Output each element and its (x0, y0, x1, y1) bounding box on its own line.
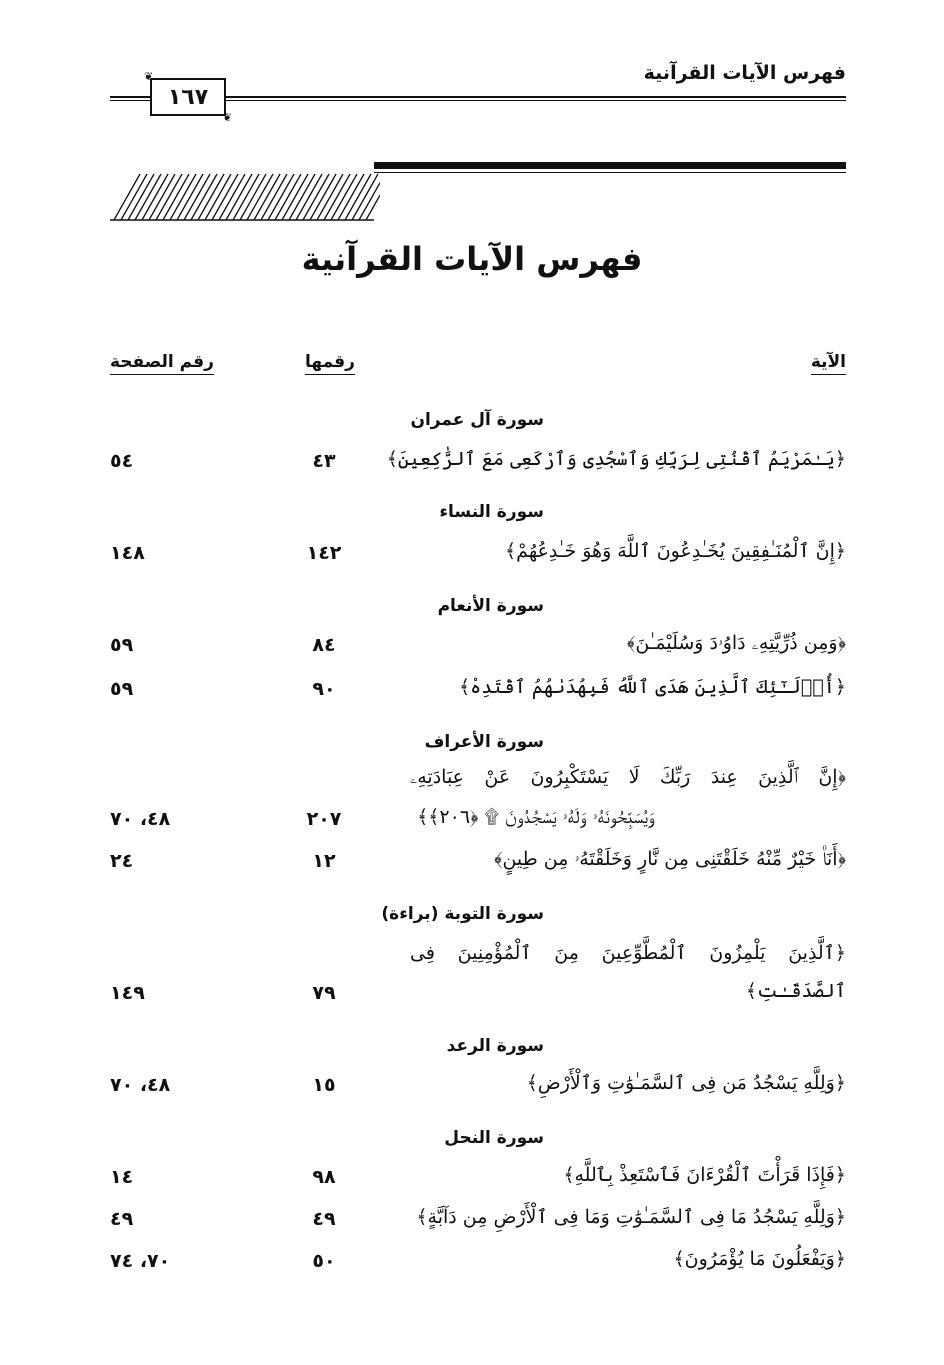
page-reference: ١٤٨ (110, 542, 145, 564)
banner-thick-rule (374, 162, 846, 169)
ayah-text: ﴿وَمِن ذُرِّيَّتِهِۦ دَاوُۥدَ وَسُلَيْمَـٰنَ﴾ (626, 632, 846, 654)
ayah-text-continued: وَيُسَبِّحُونَهُۥ وَلَهُۥ يَسْجُدُونَ ۩ ﴿٢٠٦﴾﴾ (417, 806, 654, 828)
ayah-number: ٢٠٧ (306, 808, 342, 830)
ayah-number: ١٥ (312, 1074, 336, 1096)
page-reference: ٥٩ (110, 678, 134, 700)
page-reference: ١٤ (110, 1166, 134, 1188)
page-reference: ٤٩ (110, 1208, 134, 1230)
page-reference: ٢٤ (110, 850, 134, 872)
page-reference: ٥٤ (110, 450, 134, 472)
hatch-decoration (110, 172, 380, 222)
ayah-text: ﴿يَـٰمَرْيَمُ ٱقْنُتِى لِرَبِّكِ وَٱسْجُدِى وَٱرْكَعِى مَعَ ٱلرَّٰكِعِينَ﴾ (386, 448, 846, 470)
ayah-number: ٥٠ (312, 1250, 336, 1272)
ayah-number: ٩٠ (312, 678, 336, 700)
page-number-box (144, 70, 232, 124)
page-reference: ٤٨، ٧٠ (110, 808, 171, 830)
banner-thin-rule (374, 172, 846, 173)
ayah-text: ﴿وَلِلَّهِ يَسْجُدُ مَن فِى ٱلسَّمَـٰوَٰتِ وَٱلْأَرْضِ﴾ (526, 1072, 846, 1094)
surah-heading: سورة الأنعام (437, 596, 544, 616)
ayah-number: ١٤٢ (306, 542, 342, 564)
surah-heading: سورة التوبة (براءة) (381, 904, 544, 924)
ayah-number: ٤٩ (312, 1208, 336, 1230)
ayah-text-continued: ٱلصَّدَقَـٰتِ﴾ (745, 980, 846, 1002)
page-number: ١٦٧ (167, 84, 209, 110)
ayah-text: ﴿إِنَّ ٱلْمُنَـٰفِقِينَ يُخَـٰدِعُونَ ٱللَّهَ وَهُوَ خَـٰدِعُهُمْ﴾ (505, 540, 846, 562)
page-title: فهرس الآيات القرآنية (301, 240, 643, 278)
ayah-number: ٨٤ (312, 634, 336, 656)
surah-heading: سورة الرعد (446, 1036, 544, 1056)
ayah-text: ﴿ٱلَّذِينَ يَلْمِزُونَ ٱلْمُطَّوِّعِينَ مِنَ ٱلْمُؤْمِنِينَ فِى (410, 942, 846, 964)
ayah-text: ﴿فَإِذَا قَرَأْتَ ٱلْقُرْءَانَ فَٱسْتَعِذْ بِٱللَّهِ﴾ (563, 1164, 846, 1186)
ayah-text: ﴿وَيَفْعَلُونَ مَا يُؤْمَرُونَ﴾ (673, 1248, 846, 1270)
page-reference: ٥٩ (110, 634, 134, 656)
ayah-text: ﴿أَنَا۠ خَيْرٌ مِّنْهُ خَلَقْتَنِى مِن نَّارٍ وَخَلَقْتَهُۥ مِن طِينٍ﴾ (494, 848, 846, 870)
running-title: فهرس الآيات القرآنية (643, 62, 846, 84)
ayah-text: ﴿إِنَّ ٱلَّذِينَ عِندَ رَبِّكَ لَا يَسْتَكْبِرُونَ عَنْ عِبَادَتِهِۦ (410, 766, 846, 788)
column-header-number: رقمها (305, 352, 355, 375)
surah-heading: سورة النساء (439, 502, 544, 522)
ayah-text: ﴿وَلِلَّهِ يَسْجُدُ مَا فِى ٱلسَّمَـٰوَٰتِ وَمَا فِى ٱلْأَرْضِ مِن دَآبَّةٍ﴾ (416, 1206, 846, 1228)
surah-heading: سورة آل عمران (410, 410, 544, 430)
ayah-number: ٩٨ (312, 1166, 336, 1188)
page-reference: ٤٨، ٧٠ (110, 1074, 171, 1096)
page-reference: ١٤٩ (110, 982, 145, 1004)
ayah-number: ٧٩ (312, 982, 336, 1004)
ayah-number: ١٢ (312, 850, 336, 872)
page-reference: ٧٠، ٧٤ (110, 1250, 171, 1272)
column-header-page: رقم الصفحة (110, 352, 214, 375)
ayah-number: ٤٣ (312, 450, 336, 472)
surah-heading: سورة الأعراف (424, 732, 544, 752)
ornament-icon: ❦ (144, 70, 154, 83)
ayah-text: ﴿أُو۟لَـٰٓئِكَ ٱلَّذِينَ هَدَى ٱللَّهُ فَبِهُدَىٰهُمُ ٱقْتَدِهْ﴾ (459, 676, 846, 698)
ornament-icon: ❦ (222, 111, 232, 124)
surah-heading: سورة النحل (444, 1128, 544, 1148)
column-header-ayah: الآية (811, 352, 846, 375)
